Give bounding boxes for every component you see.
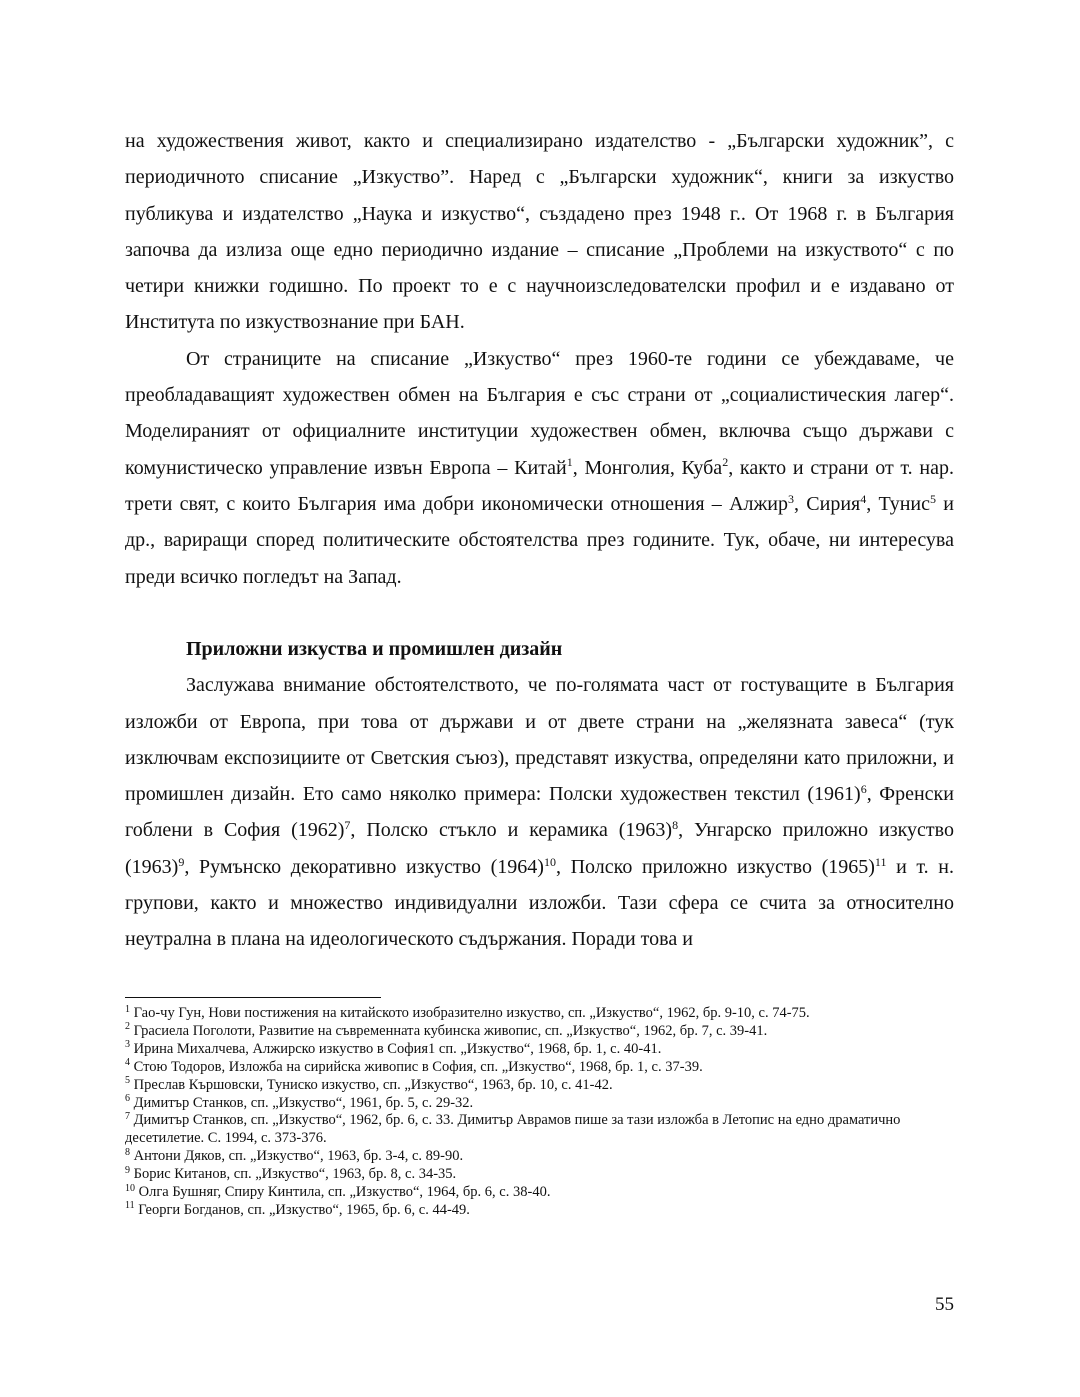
footnote-ref: 5 [930, 491, 937, 506]
text-line: по четири книжки годишно. По проект то е с научноизследователски профил и е издавано [125, 238, 955, 298]
footnote-ref: 9 [178, 854, 185, 869]
footnote-ref: 1 [566, 455, 573, 470]
text-run: От страниците на списание „Изкуство“ през 1960-те години се убеждаваме, че преобладаващият художествен обмен на България е със страни от „социалистическия лагер“. Моделираният от официалните институции художествен обмен, включва също държави с комунистическо управление извън Европа – Китай [125, 347, 954, 479]
footnote-number: 4 [125, 1057, 130, 1069]
footnote-text: Гао-чу Гун, Нови постижения на китайското изобразително изкуство, сп. „Изкуство“, 1962, бр. 9-10, с. 74-75. [130, 1005, 810, 1021]
text-run: , Унгарско приложно изкуство (1963) [125, 819, 954, 878]
footnote-text: Олга Бушняг, Спиру Кинтила, сп. „Изкуство“, 1964, бр. 6, с. 38-40. [135, 1184, 551, 1201]
footnote-number: 6 [125, 1093, 130, 1105]
footnote-ref: 4 [860, 491, 867, 506]
footnote-2 [125, 1023, 954, 1041]
text-run: , Румънско декоративно изкуство (1964) [184, 855, 544, 878]
text-run: , Полско приложно изкуство (1965) [555, 855, 875, 878]
text-run: , Френски гоблени в София (1962) [125, 783, 954, 842]
text-run: , както и страни от т. нар. трети свят, с които България има добри икономически отношения – Алжир [125, 456, 954, 515]
footnote-text: Димитър Станков, сп. „Изкуство“, 1961, бр. 5, с. 29-32. [130, 1094, 474, 1111]
text-run: , Тунис [866, 492, 931, 515]
footnote-3 [125, 1041, 954, 1059]
footnote-ref: 8 [672, 818, 679, 833]
footnote-number: 11 [125, 1200, 135, 1212]
footnote-number: 10 [125, 1182, 135, 1194]
paragraph-exchange [125, 341, 954, 595]
text-line: периодичното списание „Изкуство”. Наред с „Български художник“, книги за изкуство [125, 166, 954, 189]
text-run: и др., вариращи според политическите обстоятелства през годините. Тук, обаче, ни интересува преди всичко погледът на Запад. [125, 492, 954, 588]
text-line: публикува и издателство „Наука и изкуство“, създадено през 1948 г.. От 1968 г. в България [125, 202, 954, 225]
footnote-5 [125, 1077, 954, 1095]
footnote-4 [125, 1059, 954, 1077]
footnote-6 [125, 1095, 954, 1113]
section-heading: Приложни изкуства и промишлен дизайн [186, 638, 563, 660]
text-line: на художествения живот, както и специализирано издателство - „Български художник”, с [125, 130, 954, 152]
main-text-section [125, 631, 954, 958]
text-run: , Полско стъкло и керамика (1963) [350, 819, 673, 842]
paragraph-applied-arts [125, 667, 954, 957]
footnote-text: Ирина Михалчева, Алжирско изкуство в София1 сп. „Изкуство“, 1968, бр. 1, с. 40-41. [130, 1040, 662, 1057]
footnote-text: Грасиела Поголоти, Развитие на съвременната кубинска живопис, сп. „Изкуство“, 1962, бр. 7, с. 39-41. [130, 1022, 768, 1039]
footnote-number: 2 [125, 1021, 130, 1033]
text-run: , Сирия [794, 492, 861, 515]
footnote-ref: 3 [788, 491, 795, 506]
footnote-ref: 11 [874, 854, 887, 869]
text-line: от Института по изкуствознание при БАН. [125, 275, 954, 334]
footnotes [125, 1005, 954, 1220]
text-run: , Монголия, Куба [572, 456, 723, 479]
text-run: Заслужава внимание обстоятелството, че по-голямата част от гостуващите в България изложби от Европа, при това от държави и от двете страни на „желязната завеса“ (тук изключвам експозициите от Светския съюз), представят изкуства, определяни като приложни, и промишлен дизайн. Ето само няколко примера: Полски художествен текстил (1961) [125, 674, 954, 806]
footnote-ref: 6 [860, 782, 867, 796]
footnote-number: 3 [125, 1039, 130, 1051]
footnote-number: 9 [125, 1164, 130, 1176]
footnote-ref: 10 [543, 854, 556, 869]
text-run: и т. н. групови, както и множество индивидуални изложби. Тази сфера се счита за относително неутрална в плана на идеологическото съдържания. Поради това и [125, 855, 954, 951]
footnote-text: Антони Дяков, сп. „Изкуство“, 1963, бр. 3-4, с. 89-90. [130, 1148, 464, 1165]
footnote-8 [125, 1148, 954, 1166]
footnote-number: 8 [125, 1146, 130, 1158]
footnote-11 [125, 1202, 954, 1220]
footnote-ref: 7 [344, 818, 351, 833]
footnote-text: Преслав Кършовски, Туниско изкуство, сп. „Изкуство“, 1963, бр. 10, с. 41-42. [130, 1076, 613, 1093]
paragraph-continued [125, 123, 954, 341]
footnote-9 [125, 1166, 954, 1184]
footnote-number: 5 [125, 1075, 130, 1087]
footnote-10 [125, 1184, 954, 1202]
page-number: 55 [935, 1294, 954, 1315]
footnote-1 [125, 1005, 954, 1023]
footnote-number: 7 [125, 1110, 130, 1122]
main-text-top [125, 123, 954, 595]
footnote-7 [125, 1112, 954, 1148]
footnote-ref: 2 [722, 455, 729, 470]
footnote-text: Стою Тодоров, Изложба на сирийска живопис в София, сп. „Изкуство“, 1968, бр. 1, с. 37-39. [130, 1058, 703, 1075]
footnote-number: 1 [125, 1003, 130, 1015]
text-line: започва да излиза още едно периодично издание – списание „Проблеми на изкуството“ с [125, 238, 925, 261]
footnote-text: Георги Богданов, сп. „Изкуство“, 1965, бр. 6, с. 44-49. [134, 1201, 470, 1218]
footnote-text: Димитър Станков, сп. „Изкуство“, 1962, бр. 6, с. 33. Димитър Аврамов пише за тази изложба в Летопис на едно драматично десетилетие. С. 1994, с. 373-376. [125, 1112, 901, 1147]
footnote-separator [125, 997, 381, 998]
footnote-text: Борис Китанов, сп. „Изкуство“, 1963, бр. 8, с. 34-35. [130, 1166, 457, 1183]
